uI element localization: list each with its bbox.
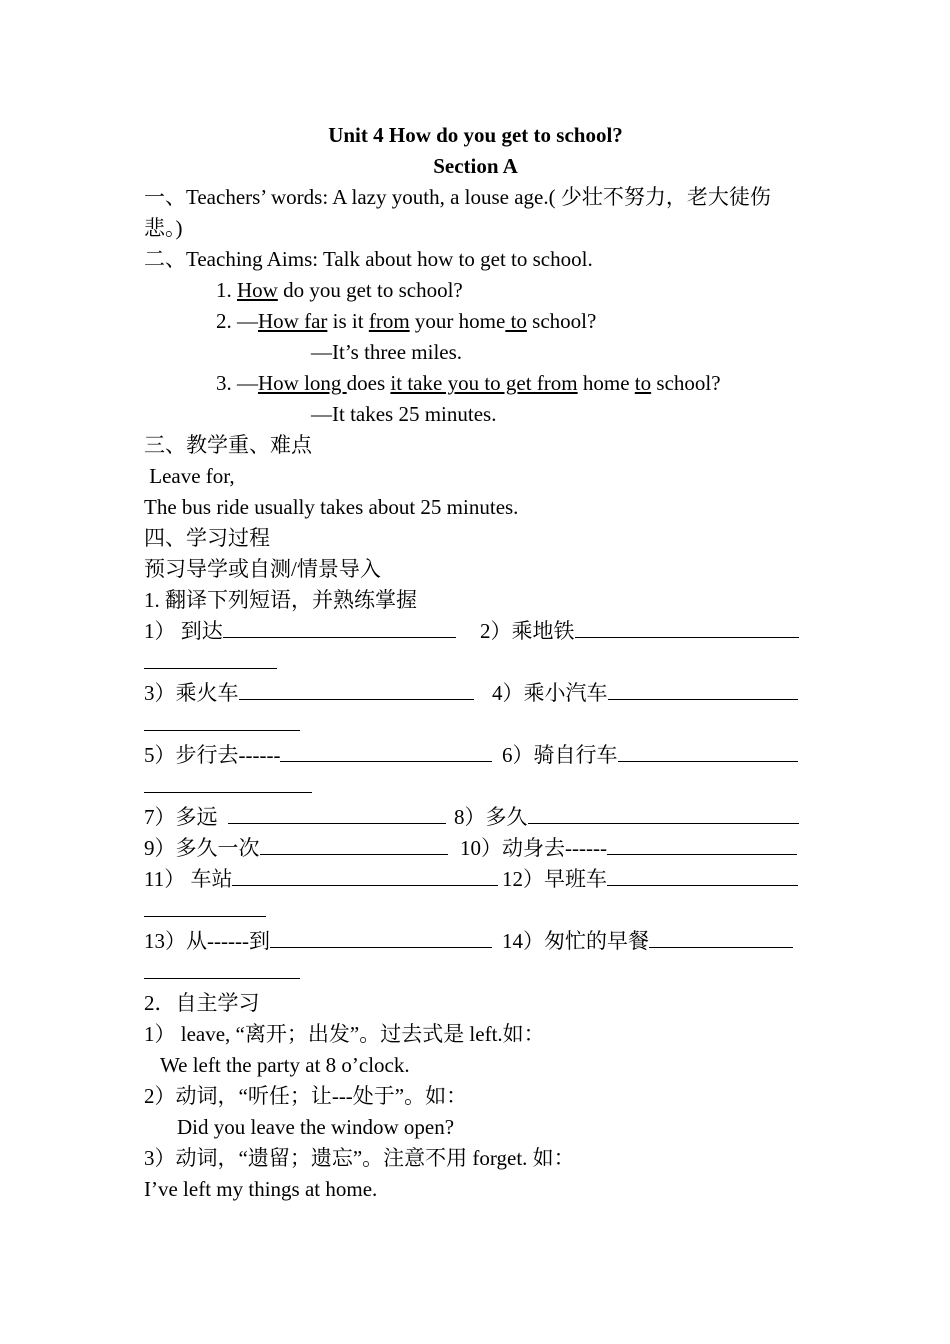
phrase-item-12: 12）早班车 [502,864,798,895]
phrase-row-1-cont [144,647,807,678]
key-points-heading: 三、教学重、难点 [144,433,312,457]
answer-blank[interactable] [528,802,799,824]
note-3: 3）动词，“遗留；遗忘”。注意不用 forget. 如： [144,1146,575,1170]
answer-blank[interactable] [608,678,798,700]
teachers-words: 一、Teachers’ words: A lazy youth, a louse age.( 少壮不努力，老大徒伤悲。) [144,185,771,240]
note-1: 1） leave, “离开；出发”。过去式是 left.如： [144,1022,545,1046]
underlined-how-far: How far [258,309,328,333]
answer-blank-continued[interactable] [144,895,266,917]
answer-blank[interactable] [575,616,799,638]
phrase-row-4 [144,802,807,833]
answer-blank-continued[interactable] [144,957,300,979]
answer-blank[interactable] [607,833,797,855]
answer-blank[interactable] [232,864,498,886]
self-study-heading: 2．自主学习 [144,991,260,1015]
answer-blank[interactable] [618,740,798,762]
answer-blank[interactable] [223,616,456,638]
aim-answer-2: —It’s three miles. [311,340,463,364]
phrase-row-1 [144,616,807,647]
note-3-example: I’ve left my things at home. [144,1177,378,1201]
phrase-row-3 [144,740,807,771]
underlined-how-long: How long [258,371,347,395]
phrase-item-9: 9）多久一次 [144,833,448,864]
answer-blank[interactable] [270,926,492,948]
phrase-item-5: 5）步行去------ [144,740,492,771]
phrase-item-2: 2）乘地铁 [480,616,799,647]
phrase-item-7: 7）多远 [144,802,446,833]
phrase-row-2 [144,678,807,709]
phrase-item-3: 3）乘火车 [144,678,474,709]
aim-question-3: 3. —How long does it take you to get from home to school? [216,371,721,395]
phrase-row-6-cont [144,895,807,926]
underlined-to-2: to [634,371,652,395]
teaching-aims-heading: 二、Teaching Aims: Talk about how to get to school. [144,247,593,271]
answer-blank-continued[interactable] [144,709,300,731]
phrase-item-10: 10）动身去------ [460,833,797,864]
phrase-item-1: 1） 到达 [144,616,456,647]
section-title: Section A [433,154,518,178]
phrase-row-2-cont [144,709,807,740]
preview-heading: 预习导学或自测/情景导入 [144,557,381,581]
note-2-example: Did you leave the window open? [177,1115,455,1139]
phrase-row-6 [144,864,807,895]
phrase-item-8: 8）多久 [454,802,799,833]
answer-blank[interactable] [260,833,448,855]
translate-heading: 1. 翻译下列短语，并熟练掌握 [144,588,417,612]
underlined-it-take: it take you to get from [390,371,578,395]
answer-blank[interactable] [239,678,474,700]
aim-question-1: 1. How do you get to school? [216,278,463,302]
phrase-row-7-cont [144,957,807,988]
unit-title: Unit 4 How do you get to school? [328,123,623,147]
phrase-row-3-cont [144,771,807,802]
process-heading: 四、学习过程 [144,526,270,550]
note-1-example: We left the party at 8 o’clock. [160,1053,410,1077]
aim-answer-3: —It takes 25 minutes. [311,402,497,426]
phrase-item-6: 6）骑自行车 [502,740,798,771]
underlined-to: to [505,309,527,333]
answer-blank[interactable] [228,802,446,824]
answer-blank-continued[interactable] [144,771,312,793]
phrase-row-5 [144,833,807,864]
underlined-how: How [237,278,278,302]
document-body [144,120,807,1205]
phrase-row-7 [144,926,807,957]
answer-blank[interactable] [280,740,492,762]
underlined-from: from [368,309,410,333]
phrase-item-14: 14）匆忙的早餐 [502,926,793,957]
phrase-item-13: 13）从------到 [144,926,492,957]
phrase-item-4: 4）乘小汽车 [492,678,798,709]
key-point-1: Leave for, [144,464,235,488]
phrase-item-11: 11） 车站 [144,864,498,895]
note-2: 2）动词，“听任；让---处于”。如： [144,1084,468,1108]
aim-question-2: 2. —How far is it from your home to school? [216,309,597,333]
answer-blank[interactable] [607,864,798,886]
answer-blank-continued[interactable] [144,647,277,669]
answer-blank[interactable] [649,926,793,948]
key-point-2: The bus ride usually takes about 25 minutes. [144,495,519,519]
